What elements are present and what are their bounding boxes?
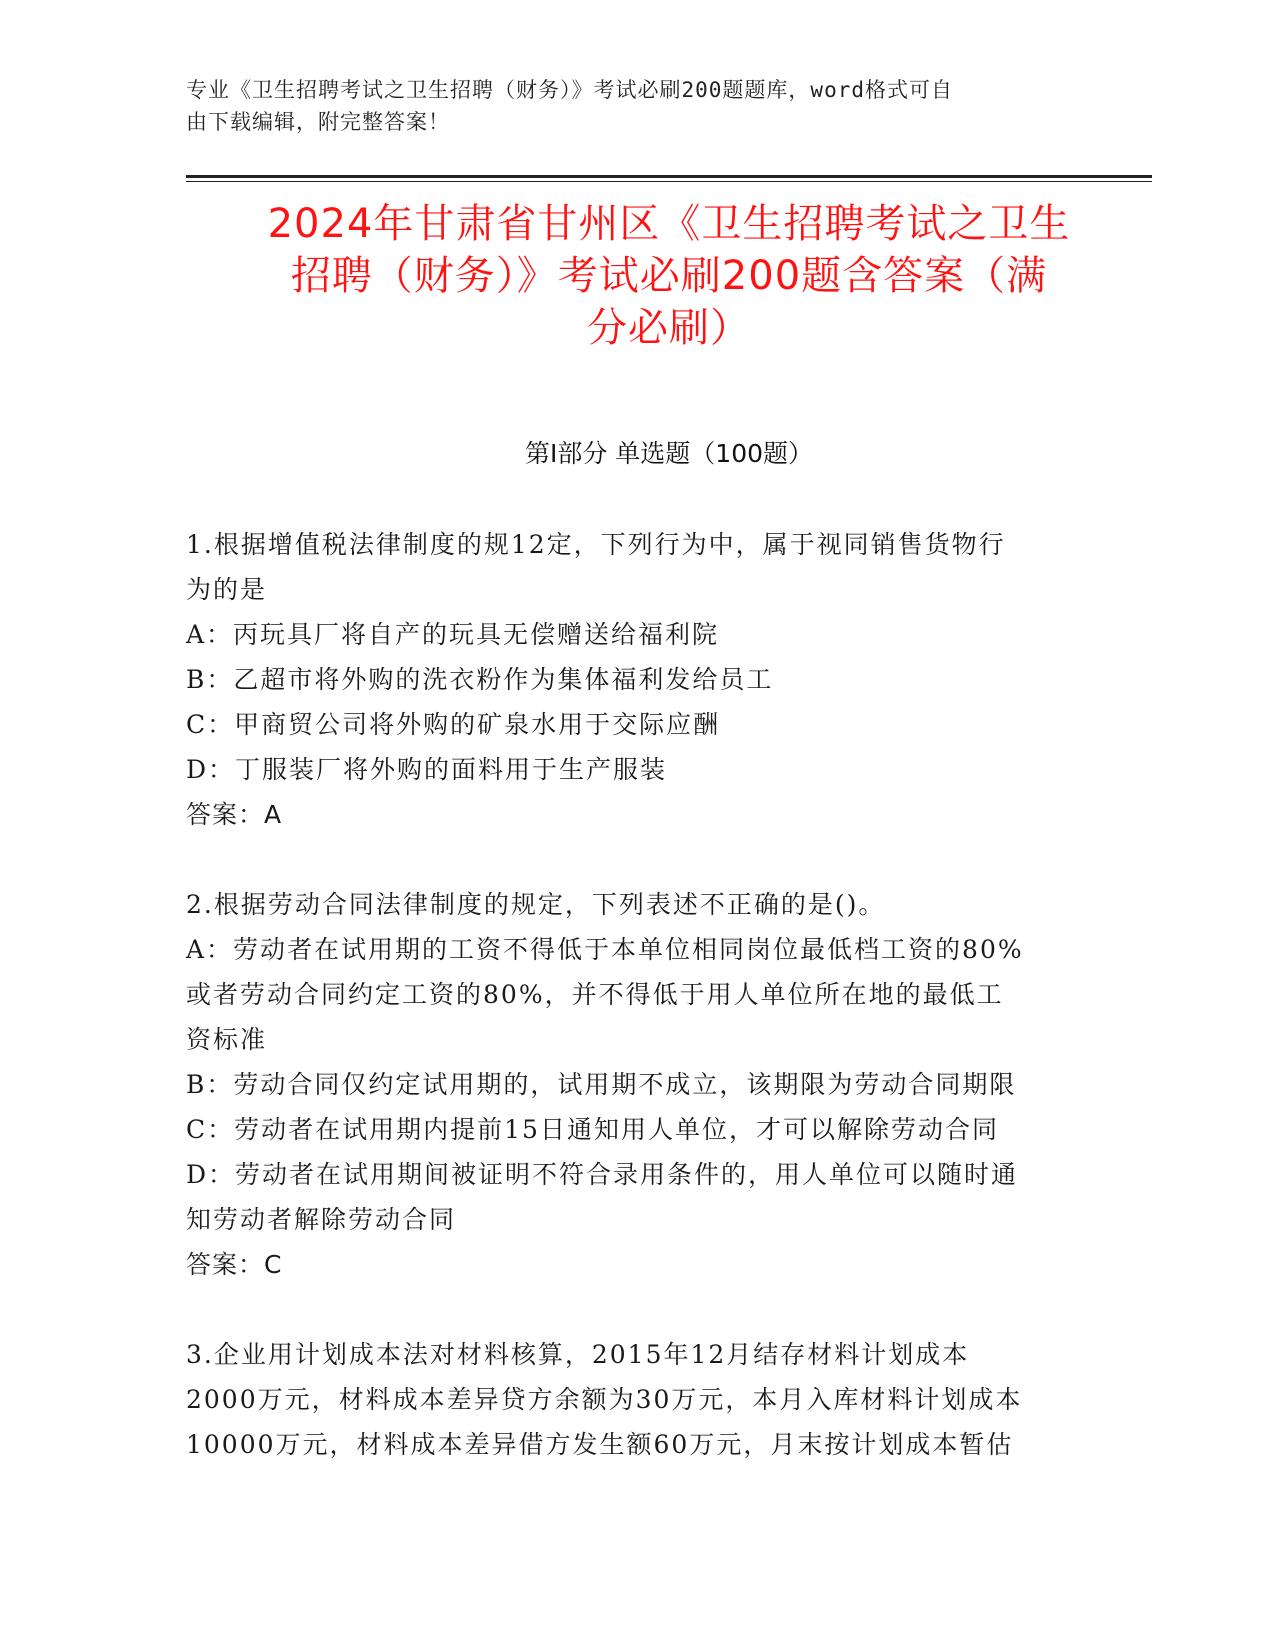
option-b: B：乙超市将外购的洗衣粉作为集体福利发给员工 xyxy=(186,665,774,694)
question-spacer xyxy=(186,837,1086,882)
option-a: A：劳动者在试用期的工资不得低于本单位相同岗位最低档工资的80% xyxy=(186,935,1024,964)
title-line: 分必刷） xyxy=(587,305,751,351)
answer: 答案：C xyxy=(186,1250,283,1279)
header-note-line: 由下载编辑，附完整答案！ xyxy=(186,110,450,134)
option-b: B：劳动合同仅约定试用期的，试用期不成立，该期限为劳动合同期限 xyxy=(186,1070,1017,1099)
question-stem-line: 2000万元，材料成本差异贷方余额为30万元，本月入库材料计划成本 xyxy=(186,1385,1023,1414)
header-divider-thin xyxy=(186,181,1152,182)
option-c: C：甲商贸公司将外购的矿泉水用于交际应酬 xyxy=(186,710,721,739)
question-1 xyxy=(186,522,1086,837)
header-note xyxy=(186,74,1066,138)
header-note-line: 专业《卫生招聘考试之卫生招聘（财务）》考试必刷200题题库，word格式可自 xyxy=(186,78,953,102)
header-divider-thick xyxy=(186,175,1152,178)
question-spacer xyxy=(186,1287,1086,1332)
document-title xyxy=(186,198,1152,354)
question-stem-line: 1.根据增值税法律制度的规12定，下列行为中，属于视同销售货物行 xyxy=(186,530,1006,559)
answer: 答案：A xyxy=(186,800,283,829)
option-a-continued: 资标准 xyxy=(186,1025,268,1054)
option-a: A：丙玩具厂将自产的玩具无偿赠送给福利院 xyxy=(186,620,720,649)
question-2 xyxy=(186,882,1086,1287)
question-stem-line: 3.企业用计划成本法对材料核算，2015年12月结存材料计划成本 xyxy=(186,1340,970,1369)
question-stem-line: 为的是 xyxy=(186,575,268,604)
option-d: D：丁服装厂将外购的面料用于生产服装 xyxy=(186,755,668,784)
title-line: 2024年甘肃省甘州区《卫生招聘考试之卫生 xyxy=(267,201,1071,247)
option-c: C：劳动者在试用期内提前15日通知用人单位，才可以解除劳动合同 xyxy=(186,1115,999,1144)
section-title: 第Ⅰ部分 单选题（100题） xyxy=(524,439,814,468)
question-stem-line: 2.根据劳动合同法律制度的规定，下列表述不正确的是()。 xyxy=(186,890,886,919)
question-3 xyxy=(186,1332,1086,1467)
question-list xyxy=(186,522,1086,1467)
title-line: 招聘（财务）》考试必刷200题含答案（满 xyxy=(290,253,1048,299)
option-d-continued: 知劳动者解除劳动合同 xyxy=(186,1205,457,1234)
option-d: D：劳动者在试用期间被证明不符合录用条件的，用人单位可以随时通 xyxy=(186,1160,1019,1189)
option-a-continued: 或者劳动合同约定工资的80%，并不得低于用人单位所在地的最低工 xyxy=(186,980,1004,1009)
question-stem-line: 10000万元，材料成本差异借方发生额60万元，月末按计划成本暂估 xyxy=(186,1430,1014,1459)
